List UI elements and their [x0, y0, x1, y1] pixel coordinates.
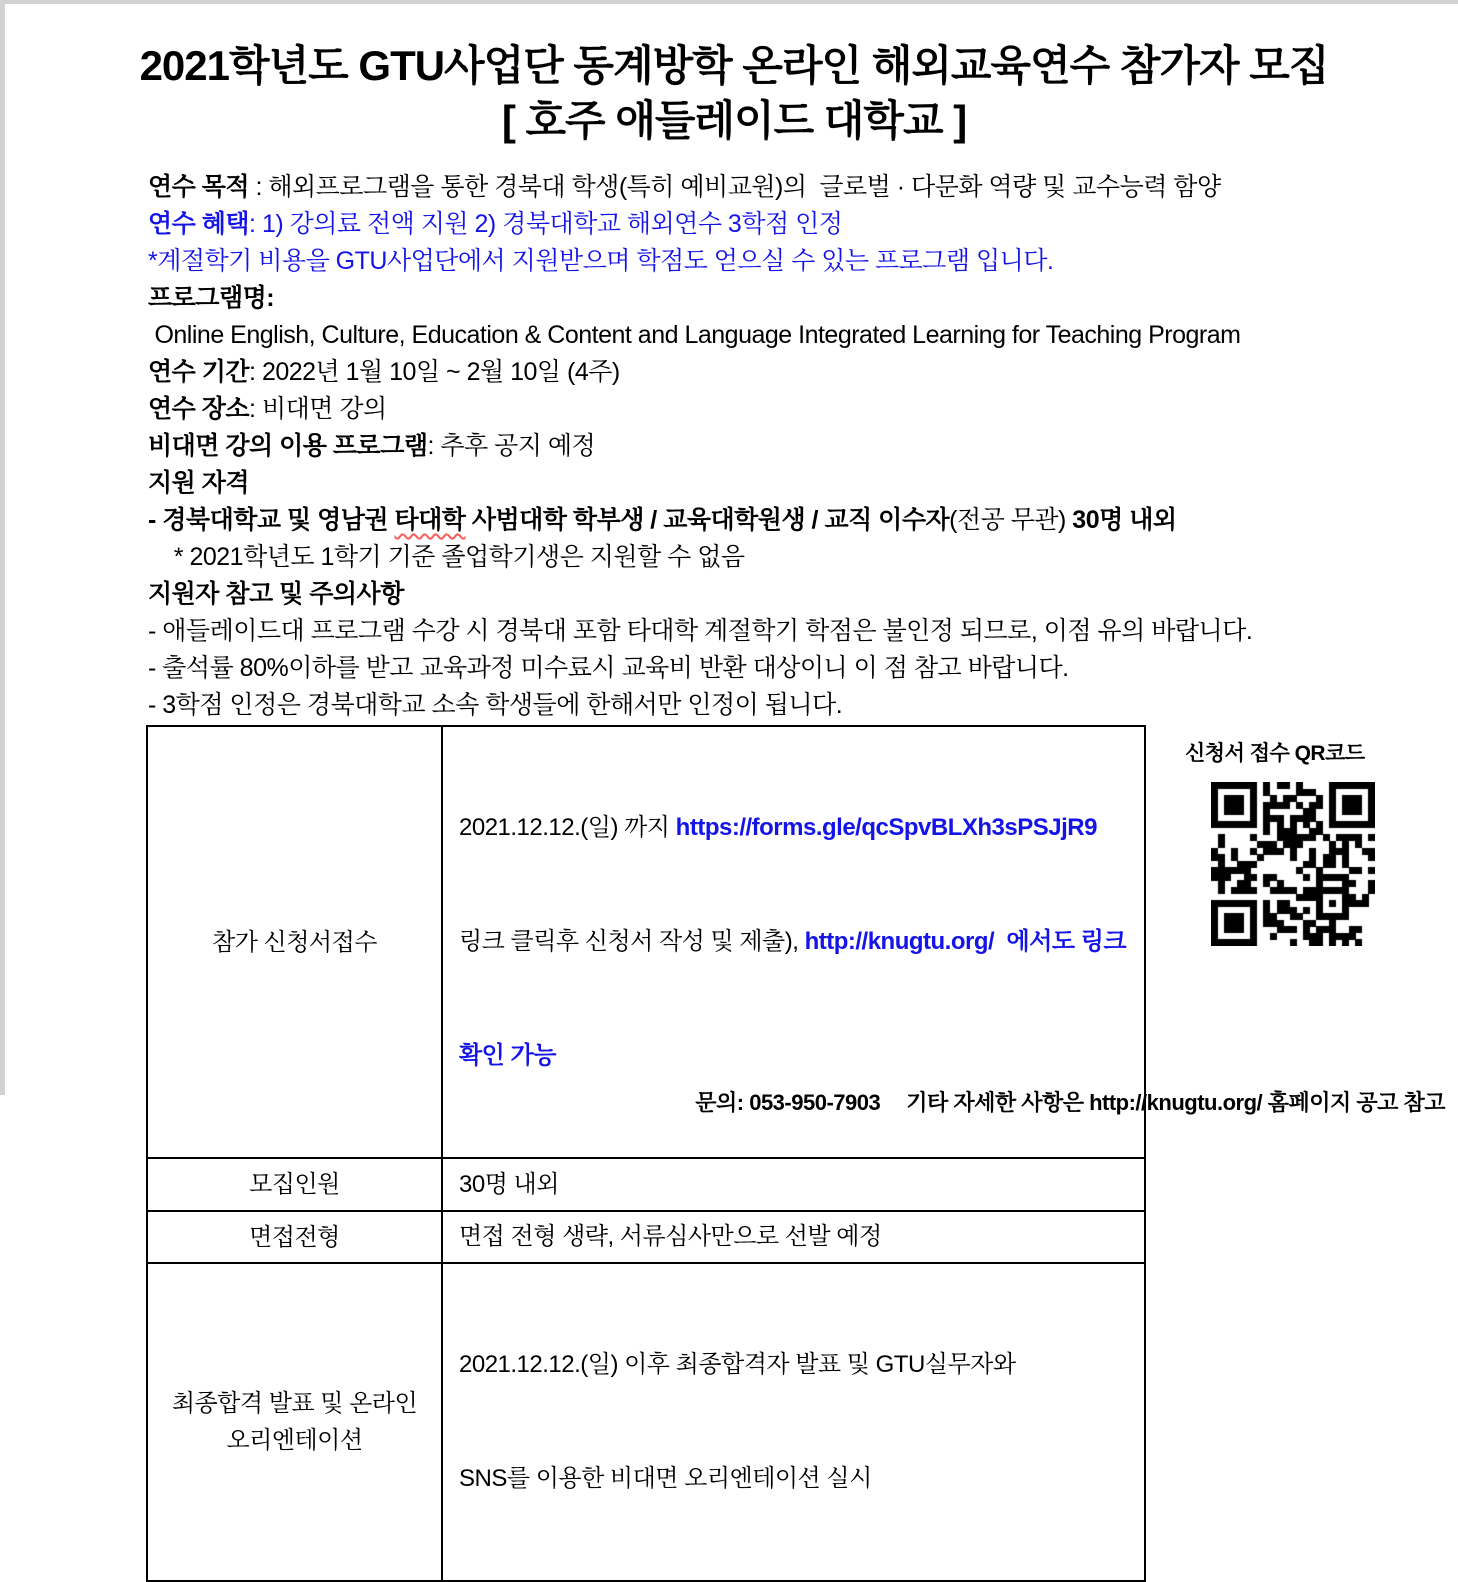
- footer-info-text: 기타 자세한 사항은: [906, 1090, 1090, 1115]
- notice-3-text: - 3학점 인정은 경북대학교 소속 학생들에 한해서만 인정이 됩니다.: [148, 691, 843, 719]
- capacity-row-header: 모집인원: [147, 1158, 442, 1211]
- table-row-capacity: [147, 1158, 1145, 1211]
- period-text: : 2022년 1월 10일 ~ 2월 10일 (4주): [249, 358, 620, 386]
- table-row-interview: [147, 1211, 1145, 1263]
- capacity-row-content: 30명 내외: [442, 1158, 1145, 1211]
- eligibility-part-4: 30명 내외: [1065, 506, 1177, 534]
- platform-label: 비대면 강의 이용 프로그램: [148, 432, 428, 460]
- benefit-text: : 1) 강의료 전액 지원 2) 경북대학교 해외연수 3학점 인정: [249, 210, 843, 238]
- line-eligibility: [148, 502, 1388, 539]
- place-label: 연수 장소: [148, 395, 250, 423]
- footer-url: http://knugtu.org/: [1089, 1090, 1263, 1115]
- line-notice-label: [148, 576, 1388, 613]
- final-row-content: [442, 1263, 1145, 1581]
- line-place: [148, 391, 1388, 428]
- line-notice-2: [148, 650, 1388, 687]
- eligibility-part-3: (전공 무관): [949, 506, 1066, 534]
- apply-row-header: 참가 신청서접수: [147, 726, 442, 1158]
- program-name-text: Online English, Culture, Education & Content and Language Integrated Learning for Teaching Program: [148, 321, 1241, 349]
- application-info-table: [146, 725, 1146, 1582]
- eligibility-note-text: * 2021학년도 1학기 기준 졸업학기생은 지원할 수 없음: [148, 543, 745, 571]
- apply-site-note: 에서도 링크: [994, 928, 1127, 955]
- line-benefit: [148, 206, 1388, 243]
- page-title: [5, 38, 1458, 148]
- line-program-name: [148, 317, 1388, 354]
- apply-site-link[interactable]: http://knugtu.org/: [804, 928, 995, 955]
- interview-row-content: 면접 전형 생략, 서류심사만으로 선발 예정: [442, 1211, 1145, 1263]
- period-label: 연수 기간: [148, 358, 250, 386]
- line-eligibility-note: [148, 539, 1388, 576]
- line-platform: [148, 428, 1388, 465]
- footer-tail-text: 홈페이지 공고 참고: [1262, 1090, 1445, 1115]
- title-line-1: 2021학년도 GTU사업단 동계방학 온라인 해외교육연수 참가자 모집: [139, 42, 1329, 89]
- eligibility-part-1: - 경북대학교 및 영남권: [148, 506, 395, 534]
- purpose-label: 연수 목적: [148, 173, 250, 201]
- purpose-text: : 해외프로그램을 통한 경북대 학생(특히 예비교원)의 글로벌 · 다문화 역량 및 교수능력 함양: [249, 173, 1221, 201]
- table-row-final: [147, 1263, 1145, 1581]
- qr-code-label: 신청서 접수 QR코드: [1185, 742, 1365, 765]
- program-name-label: 프로그램명:: [148, 284, 275, 312]
- apply-form-link[interactable]: https://forms.gle/qcSpvBLXh3sPSJjR9: [675, 814, 1097, 841]
- line-notice-1: [148, 613, 1388, 650]
- eligibility-misspelled-word: 타대학: [394, 506, 466, 534]
- interview-row-header: 면접전형: [147, 1211, 442, 1263]
- final-header-line-2: 오리엔테이션: [226, 1427, 363, 1454]
- notice-label: 지원자 참고 및 주의사항: [148, 580, 404, 608]
- title-line-2: [ 호주 애들레이드 대학교 ]: [501, 97, 967, 144]
- benefit-note-text: *계절학기 비용을 GTU사업단에서 지원받으며 학점도 얻으실 수 있는 프로그램 입니다.: [148, 247, 1054, 275]
- line-eligibility-label: [148, 465, 1388, 502]
- apply-line-2: [459, 923, 1134, 961]
- place-text: : 비대면 강의: [249, 395, 387, 423]
- body-text: [148, 169, 1388, 724]
- apply-line-1: [459, 809, 1134, 847]
- line-purpose: [148, 169, 1388, 206]
- benefit-label: 연수 혜택: [148, 210, 250, 238]
- line-notice-3: [148, 687, 1388, 724]
- notice-1-text: - 애들레이드대 프로그램 수강 시 경북대 포함 타대학 계절학기 학점은 불인정 되므로, 이점 유의 바랍니다.: [148, 617, 1253, 645]
- apply-confirm-note: 확인 가능: [459, 1042, 556, 1069]
- line-benefit-note: [148, 243, 1388, 280]
- platform-text: : 추후 공지 예정: [427, 432, 596, 460]
- line-period: [148, 354, 1388, 391]
- apply-instruction-text: 링크 클릭후 신청서 작성 및 제출),: [459, 928, 805, 955]
- final-line-1: 2021.12.12.(일) 이후 최종합격자 발표 및 GTU실무자와: [459, 1351, 1016, 1378]
- line-program-name-label: [148, 280, 1388, 317]
- final-header-line-1: 최종합격 발표 및 온라인: [171, 1390, 418, 1417]
- final-line-2: SNS를 이용한 비대면 오리엔테이션 실시: [459, 1465, 872, 1492]
- footer-phone: 문의: 053-950-7903: [695, 1090, 881, 1115]
- eligibility-part-2: 사범대학 학부생 / 교육대학원생 / 교직 이수자: [465, 506, 950, 534]
- notice-2-text: - 출석률 80%이하를 받고 교육과정 미수료시 교육비 반환 대상이니 이 점 참고 바랍니다.: [148, 654, 1069, 682]
- qr-code-image: [1211, 782, 1375, 946]
- footer-contact-line: [148, 1060, 1445, 1143]
- final-row-header: [147, 1263, 442, 1581]
- apply-deadline-text: 2021.12.12.(일) 까지: [459, 814, 676, 841]
- eligibility-label: 지원 자격: [148, 469, 250, 497]
